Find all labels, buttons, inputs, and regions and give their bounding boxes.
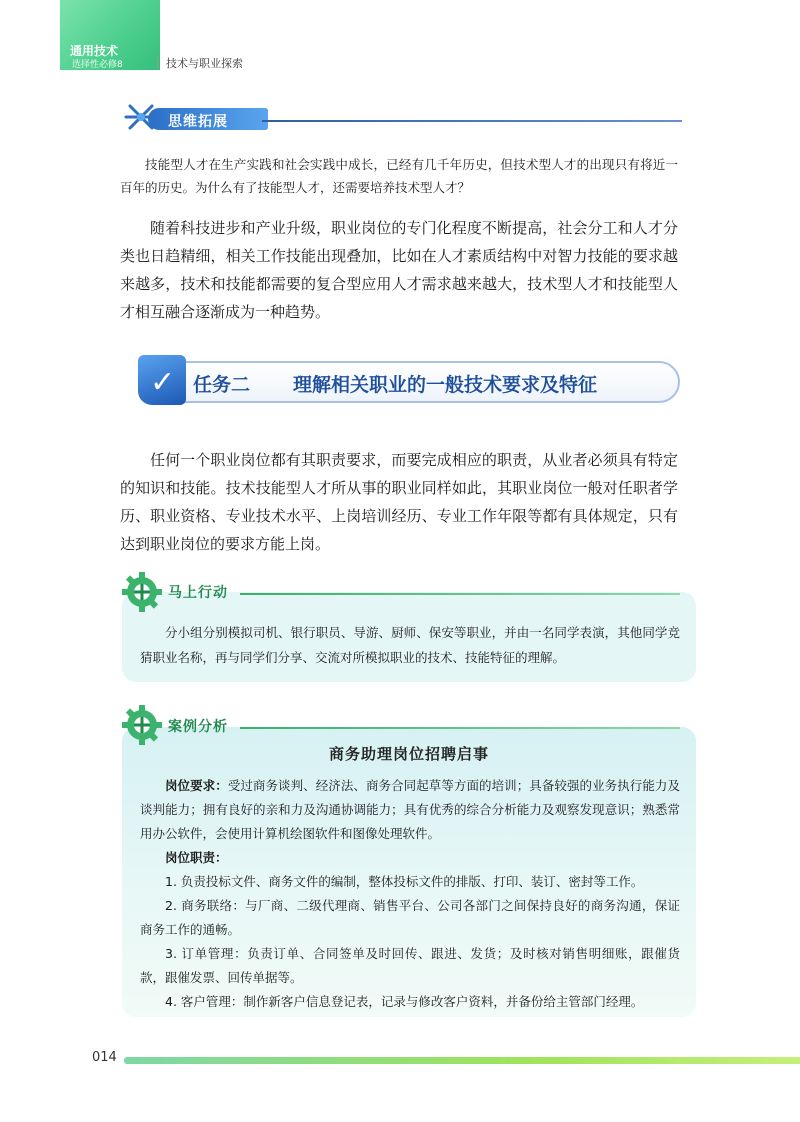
- think-rule: [262, 120, 682, 122]
- case-rule: [240, 727, 680, 729]
- duty-item: 4. 客户管理：制作新客户信息登记表，记录与修改客户资料，并备份给主管部门经理。: [165, 994, 644, 1009]
- gear-icon: [120, 570, 164, 614]
- duty-item: 2. 商务联络：与厂商、二级代理商、销售平台、公司各部门之间保持良好的商务沟通，保证商务工作的通畅。: [140, 898, 680, 937]
- duties-heading: [140, 846, 680, 870]
- header-divider: [157, 55, 158, 69]
- case-label: 案例分析: [168, 719, 228, 735]
- action-label: 马上行动: [168, 585, 228, 601]
- action-rule: [240, 593, 680, 595]
- duty-item: 1. 负责投标文件、商务文件的编制，整体投标文件的排版、打印、装订、密封等工作。: [165, 874, 644, 889]
- duties-heading-text: 岗位职责：: [165, 850, 228, 865]
- think-label: 思维拓展: [168, 114, 228, 130]
- case-requirements: [140, 774, 680, 846]
- task-title: 理解相关职业的一般技术要求及特征: [293, 374, 598, 396]
- case-title: 商务助理岗位招聘启事: [328, 745, 489, 763]
- checkmark-icon: ✓: [150, 365, 176, 400]
- requirements-text: 受过商务谈判、经济法、商务合同起草等方面的培训；具备较强的业务执行能力及谈判能力；拥有良好的亲和力及沟通协调能力；具有优秀的综合分析能力及观察发现意识；熟悉常用办公软件，会使用计算机绘图软件和图像处理软件。: [140, 778, 680, 841]
- paragraph-trend: 随着科技进步和产业升级，职业岗位的专门化程度不断提高，社会分工和人才分类也日趋精细，相关工作技能出现叠加，比如在人才素质结构中对智力技能的要求越来越多，技术和技能都需要的复合型应用人才需求越来越大，技术型人才和技能型人才相互融合逐渐成为一种趋势。: [120, 219, 678, 321]
- requirements-heading: 岗位要求：: [165, 778, 228, 793]
- paragraph-requirements: 任何一个职业岗位都有其职责要求，而要完成相应的职责，从业者必须具有特定的知识和技能。技术技能型人才所从事的职业同样如此，其职业岗位一般对任职者学历、职业资格、专业技术水平、上岗培训经历、专业工作年限等都有具体规定，只有达到职业岗位的要求方能上岗。: [120, 451, 678, 553]
- think-badge: [120, 100, 270, 134]
- task-checkbox: [138, 355, 186, 405]
- action-text: 分小组分别模拟司机、银行职员、导游、厨师、保安等职业，并由一名同学表演，其他同学竞猜职业名称，再与同学们分享、交流对所模拟职业的技术、技能特征的理解。: [140, 625, 680, 665]
- task-number: 任务二: [193, 374, 251, 396]
- think-question: 技能型人才在生产实践和社会实践中成长，已经有几千年历史，但技术型人才的出现只有将近一百年的历史。为什么有了技能型人才，还需要培养技术型人才？: [120, 157, 678, 195]
- gear-icon: [120, 703, 164, 747]
- chapter-title: 技术与职业探索: [166, 57, 243, 70]
- footer-bar: [124, 1057, 800, 1064]
- series-subtitle: 选择性必修8: [72, 60, 123, 70]
- page-number: 014: [92, 1050, 117, 1065]
- series-title: 通用技术: [70, 44, 119, 58]
- duty-item: 3. 订单管理：负责订单、合同签单及时回传、跟进、发货；及时核对销售明细账，跟催货款，跟催发票、回传单据等。: [140, 946, 680, 985]
- task-banner: [138, 355, 683, 411]
